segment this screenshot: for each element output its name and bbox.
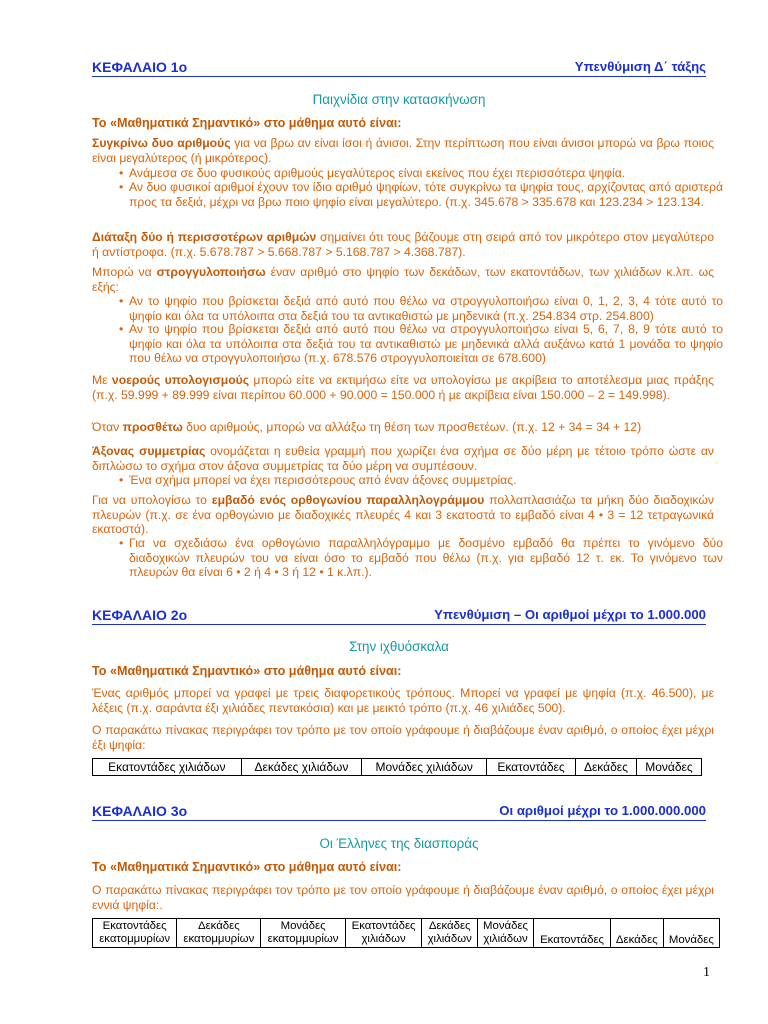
ch1-addition-pre: Όταν [92,420,123,434]
ch1-compare-bullet-1: • Ανάμεσα σε δυο φυσικούς αριθμούς μεγαλύτερος είναι εκείνος που έχει περισσότερα ψηφία. [119,166,723,181]
table-row [93,759,702,776]
ch2-table-intro: Ο παρακάτω πίνακας περιγράφει τον τρόπο με τον οποίο γράφουμε ή διαβάζουμε έναν αριθμό, ο οποίος έχει μέχρι έξι ψηφία: [92,723,714,752]
chapter-2-label: ΚΕΦΑΛΑΙΟ 2ο [92,607,188,624]
table-cell-line: χιλιάδων [427,933,472,945]
ch3-table-intro: Ο παρακάτω πίνακας περιγράφει τον τρόπο με τον οποίο γράφουμε ή διαβάζουμε έναν αριθμό, ο οποίος έχει μέχρι εννιά ψηφία:. [92,883,714,912]
chapter-3-lead: Το «Μαθηματικά Σημαντικό» στο μάθημα αυτό είναι: [92,860,402,874]
ch1-compare-paragraph [92,136,714,165]
ch1-symmetry-text: ονομάζεται η ευθεία γραμμή που χωρίζει ένα σχήμα σε δύο μέρη με τέτοιο τρόπο ώστε αν διπλώσω το σχήμα στον άξονα συμμετρίας τα δύο μέρη να συμπέσουν. [92,444,715,473]
ch1-mental-term: νοερούς υπολογισμούς [111,373,250,387]
table-cell-line: εκατομμυρίων [99,933,171,945]
ch1-ordering-text: σημαίνει ότι τους βάζουμε στη σειρά από τον μικρότερο στον μεγαλύτερο ή αντίστροφα. (π.χ. 5.678.787 > 5.668.787 > 5.168.787 > 4.368.787). [92,230,714,259]
table-cell-line: εκατομμυρίων [183,933,255,945]
chapter-2-header [92,606,706,625]
table-cell [261,919,345,948]
table-cell [93,919,177,948]
table-cell-line: Εκατοντάδες [540,934,605,946]
ch1-area-text: πολλαπλασιάζω τα μήκη δύο διαδοχικών πλευρών (π.χ. σε ένα ορθογώνιο με διαδοχικές πλευρές 4 και 3 εκατοστά το εμβαδό είναι 4 • 3 = 12 τετραγωνικά εκατοστά). [92,493,714,537]
chapter-3-label: ΚΕΦΑΛΑΙΟ 3ο [92,803,188,820]
ch1-compare-term: Συγκρίνω δυο αριθμούς [92,136,231,150]
ch1-rounding-term: στρογγυλοποιήσω [156,265,266,279]
ch1-mental-pre: Με [92,373,112,387]
table-cell: Μονάδες χιλιάδων [362,759,487,776]
ch1-mental-paragraph [92,373,714,402]
ch1-symmetry-term: Άξονας συμμετρίας [92,444,206,458]
ch1-symmetry-paragraph [92,444,714,473]
table-cell: Εκατοντάδες [487,759,576,776]
ch1-addition-text: δυο αριθμούς, μπορώ να αλλάξω τη θέση των προσθετέων. (π.χ. 12 + 34 = 34 + 12) [182,420,642,434]
chapter-1-title: Παιχνίδια στην κατασκήνωση [312,92,486,107]
table-cell-line: Εκατοντάδες [351,920,416,932]
ch1-rounding-text: έναν αριθμό στο ψηφίο των δεκάδων, των εκατοντάδων, των χιλιάδων κ.λπ. ως εξής: [92,265,715,294]
ch1-mental-text: μπορώ είτε να εκτιμήσω είτε να υπολογίσω με ακρίβεια το αποτέλεσμα μιας πράξης (π.χ. 59.999 + 89.999 είναι περίπου 60.000 + 90.000 = 150.000 ή με ακρίβεια είναι 150.000 – 2 = 149.998). [92,373,714,402]
ch1-area-bullet: • Για να σχεδιάσω ένα ορθογώνιο παραλληλόγραμμο με δοσμένο εμβαδό θα πρέπει το γινόμενο δύο διαδοχικών πλευρών του να είναι όσο το εμβαδό που θέλω (π.χ. για εμβαδό 12 τ. εκ. Το γινόμενο των πλευρών θα είναι 6 • 2 ή 4 • 3 ή 12 • 1 κ.λπ.). [119,536,723,580]
table-cell-line: Δεκάδες [615,934,658,946]
table-cell-line: Δεκάδες [428,920,471,932]
ch1-compare-text: για να βρω αν είναι ίσοι ή άνισοι. Στην περίπτωση που είναι άνισοι μπορώ να βρω ποιος είναι μεγαλύτερος (ή μικρότερος). [92,136,714,165]
chapter-3-header [92,802,706,821]
table-cell [477,919,533,948]
table-cell: Μονάδες [636,759,701,776]
table-cell-line: Μονάδες [280,920,326,932]
ch1-addition-paragraph [92,420,714,435]
chapter-1-lead: Το «Μαθηματικά Σημαντικό» στο μάθημα αυτό είναι: [92,116,402,130]
ch1-rounding-paragraph [92,265,714,294]
table-cell [663,919,719,948]
ch2-place-value-table [92,758,702,776]
table-cell [610,919,663,948]
chapter-3-reminder: Οι αριθμοί μέχρι το 1.000.000.000 [499,803,706,819]
table-cell: Εκατοντάδες χιλιάδων [93,759,242,776]
ch1-area-paragraph [92,493,714,537]
chapter-2-lead: Το «Μαθηματικά Σημαντικό» στο μάθημα αυτό είναι: [92,664,402,678]
table-cell-line: χιλιάδων [361,933,406,945]
ch1-rounding-bullet-1: • Αν το ψηφίο που βρίσκεται δεξιά από αυτό που θέλω να στρογγυλοποιήσω είναι 0, 1, 2, 3, 4 τότε αυτό το ψηφίο και όλα τα υπόλοιπα στα δεξιά του τα αντικαθιστώ με μηδενικά (π.χ. 254.834 στρ. 254.800) [119,294,723,323]
chapter-1-label: ΚΕΦΑΛΑΙΟ 1ο [92,59,188,76]
ch1-compare-bullet-2: • Αν δυο φυσικοί αριθμοί έχουν τον ίδιο αριθμό ψηφίων, τότε συγκρίνω τα ψηφία τους, αρχίζοντας από αριστερά προς τα δεξιά, μέχρι να βρω ποιο ψηφίο είναι μεγαλύτερο. (π.χ. 345.678 > 335.678 και 123.234 > 123.134. [119,180,723,209]
ch1-rounding-pre: Μπορώ να [92,265,157,279]
table-cell-line: Εκατοντάδες [102,920,167,932]
table-row [93,919,720,948]
table-cell-line: Μονάδες [668,934,714,946]
table-cell-line: Δεκάδες [197,920,240,932]
ch3-place-value-table [92,918,720,948]
table-cell [534,919,611,948]
table-cell-line: εκατομμυρίων [267,933,339,945]
chapter-1-reminder: Υπενθύμιση Δ΄ τάξης [574,59,706,75]
ch1-addition-term: προσθέτω [122,420,183,434]
chapter-1-header [92,58,706,77]
table-cell [422,919,477,948]
table-cell [177,919,261,948]
table-cell: Δεκάδες χιλιάδων [241,759,362,776]
chapter-2-title: Στην ιχθυόσκαλα [349,639,449,654]
chapter-3-title: Οι Έλληνες της διασποράς [319,836,479,851]
ch1-ordering-term: Διάταξη δύο ή περισσοτέρων αριθμών [92,230,317,244]
ch1-rounding-bullet-2: • Αν το ψηφίο που βρίσκεται δεξιά από αυτό που θέλω να στρογγυλοποιήσω είναι 5, 6, 7, 8, 9 τότε αυτό το ψηφίο και όλα τα υπόλοιπα στα δεξιά του τα αντικαθιστώ με μηδενικά αλλά αυξάνω κατά 1 μονάδα το ψηφίο που θέλω να στρογγυλοποιήσω (π.χ. 678.576 στρογγυλοποιείται σε 678.600) [119,322,723,366]
chapter-2-reminder: Υπενθύμιση – Οι αριθμοί μέχρι το 1.000.000 [434,607,706,623]
table-cell-line: χιλιάδων [483,933,528,945]
table-cell-line: Μονάδες [483,920,529,932]
ch1-symmetry-bullet: • Ένα σχήμα μπορεί να έχει περισσότερους από έναν άξονες συμμετρίας. [119,473,723,488]
ch1-area-pre: Για να υπολογίσω το [92,493,212,507]
ch2-number-forms-paragraph: Ένας αριθμός μπορεί να γραφεί με τρεις διαφορετικούς τρόπους. Μπορεί να γραφεί με ψηφία (π.χ. 46.500), με λέξεις (π.χ. σαράντα έξι χιλιάδες πεντακόσια) και με μεικτό τρόπο (π.χ. 46 χιλιάδες 500). [92,686,714,715]
ch1-area-term: εμβαδό ενός ορθογωνίου παραλληλογράμμου [211,493,485,507]
page-number: 1 [703,965,710,980]
ch1-ordering-paragraph [92,230,714,259]
table-cell: Δεκάδες [575,759,636,776]
table-cell [345,919,422,948]
